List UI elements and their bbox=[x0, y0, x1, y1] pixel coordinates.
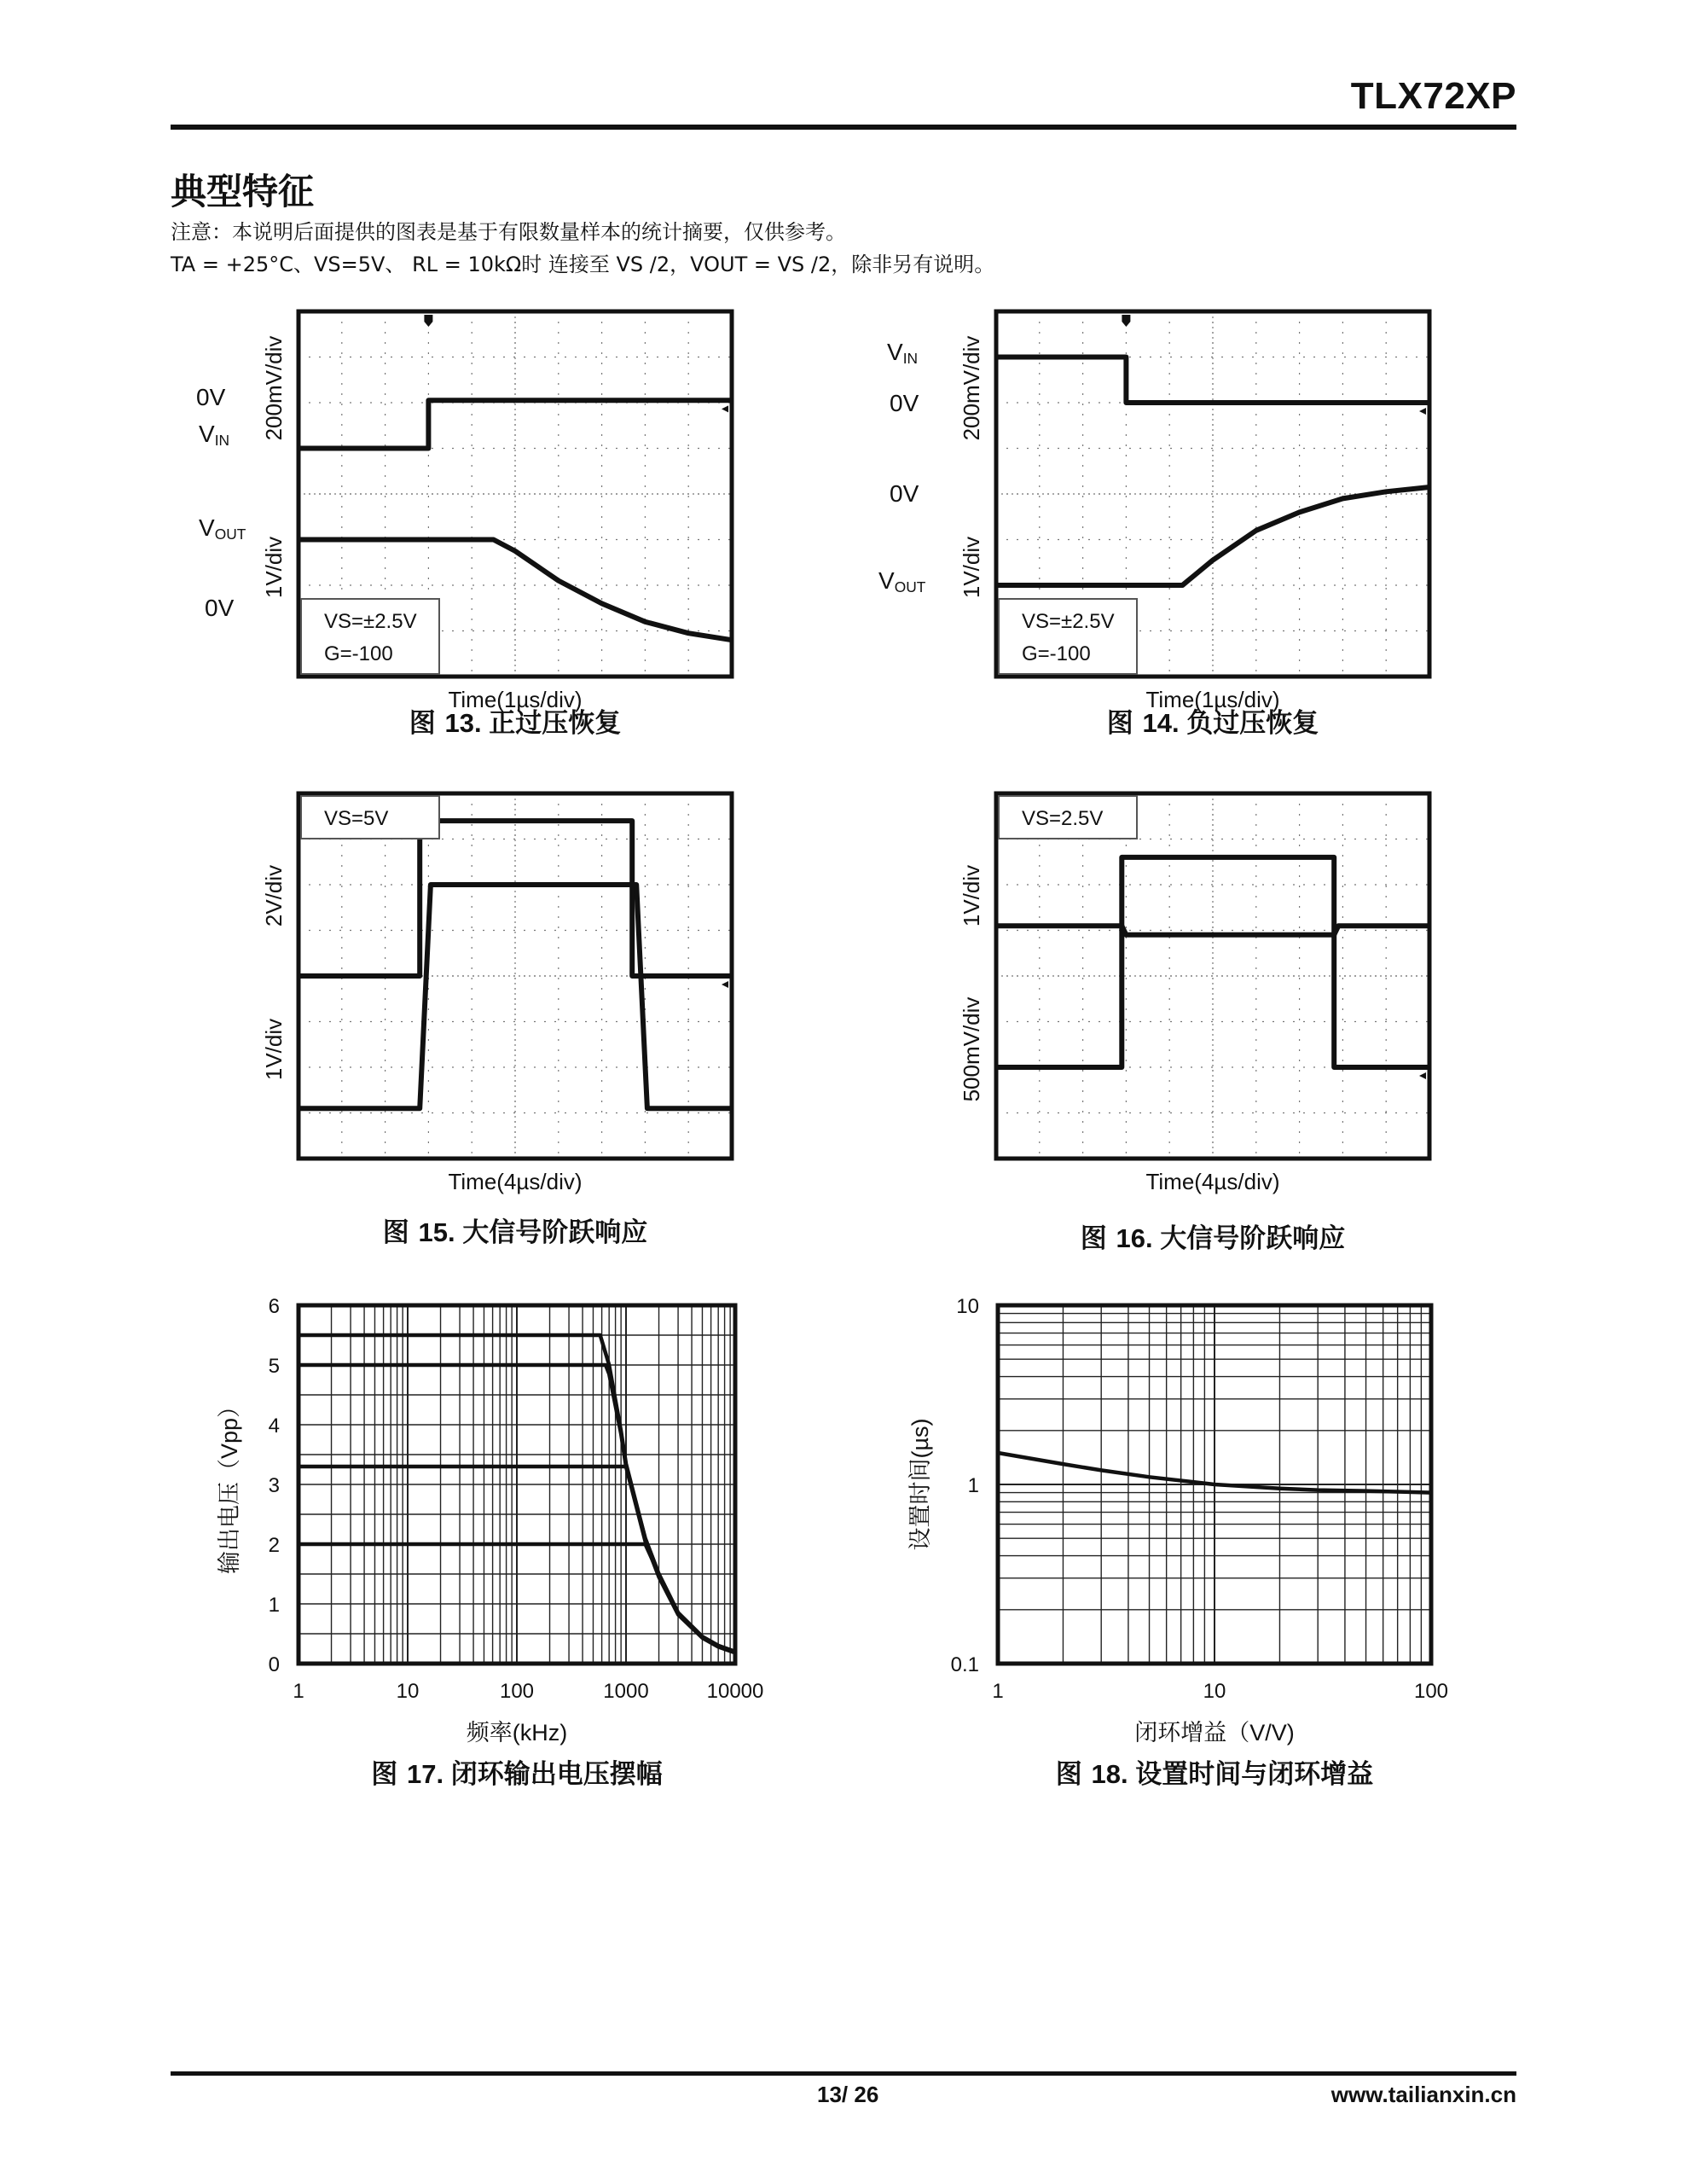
x-axis-label: Time(1µs/div) bbox=[448, 687, 583, 712]
plot-fig18 bbox=[907, 1295, 1448, 1790]
y-tick-label: 10 bbox=[956, 1295, 979, 1318]
scope-fig13 bbox=[196, 311, 732, 739]
y-axis-label: 200mV/div bbox=[959, 335, 984, 441]
section-title: 典型特征 bbox=[171, 171, 315, 212]
figure-caption: 图 16. 大信号阶跃响应 bbox=[1080, 1223, 1346, 1254]
y-axis-label: 500mV/div bbox=[959, 996, 984, 1102]
footer-rule bbox=[171, 2071, 1516, 2076]
x-tick-label: 1 bbox=[293, 1680, 304, 1703]
x-axis-label: 频率(kHz) bbox=[466, 1720, 568, 1745]
x-axis-label: Time(4µs/div) bbox=[448, 1169, 583, 1194]
test-conditions: TA = +25°C、VS=5V、 RL = 10kΩ时 连接至 VS /2，VOUT = VS /2，除非另有说明。 bbox=[171, 253, 995, 276]
y-tick-label: 5 bbox=[268, 1355, 280, 1378]
left-label: 0V bbox=[196, 384, 226, 410]
left-label: VIN bbox=[887, 339, 919, 367]
y-axis-label: 输出电压（Vpp） bbox=[217, 1394, 242, 1575]
x-tick-label: 1000 bbox=[603, 1680, 649, 1703]
figure-caption: 图 17. 闭环输出电压摆幅 bbox=[371, 1759, 663, 1790]
y-axis-label: 200mV/div bbox=[261, 335, 287, 441]
figure-caption: 图 13. 正过压恢复 bbox=[409, 708, 622, 739]
x-tick-label: 1 bbox=[992, 1680, 1004, 1703]
legend-text: VS=±2.5V bbox=[324, 610, 417, 633]
x-tick-label: 10000 bbox=[706, 1680, 764, 1703]
y-tick-label: 2 bbox=[268, 1534, 280, 1557]
y-tick-label: 1 bbox=[268, 1594, 280, 1617]
x-tick-label: 100 bbox=[1413, 1680, 1449, 1703]
y-tick-label: 0 bbox=[268, 1653, 280, 1676]
channel-marker bbox=[722, 405, 728, 412]
y-axis-label: 1V/div bbox=[959, 536, 984, 599]
scope-fig16 bbox=[959, 793, 1429, 1254]
page-number: 13/ 26 bbox=[817, 2082, 879, 2107]
left-label: 0V bbox=[205, 595, 235, 621]
y-tick-label: 1 bbox=[967, 1474, 979, 1497]
legend-text: VS=±2.5V bbox=[1022, 610, 1115, 633]
part-number: TLX72XP bbox=[1350, 75, 1516, 117]
figure-caption: 图 18. 设置时间与闭环增益 bbox=[1055, 1759, 1374, 1790]
section-note: 注意：本说明后面提供的图表是基于有限数量样本的统计摘要，仅供参考。 bbox=[171, 220, 846, 244]
x-tick-label: 10 bbox=[396, 1680, 420, 1703]
trigger-marker bbox=[424, 315, 432, 327]
x-tick-label: 10 bbox=[1203, 1680, 1226, 1703]
channel-marker bbox=[1419, 1072, 1426, 1079]
left-label: 0V bbox=[890, 480, 919, 507]
y-tick-label: 6 bbox=[268, 1295, 280, 1318]
x-axis-label: Time(1µs/div) bbox=[1145, 687, 1280, 712]
trigger-marker bbox=[1122, 315, 1130, 327]
legend-text: G=-100 bbox=[324, 642, 393, 665]
channel-marker bbox=[1419, 408, 1426, 415]
y-axis-label: 2V/div bbox=[261, 864, 287, 927]
trace-output bbox=[299, 885, 732, 1108]
y-axis-label: 1V/div bbox=[959, 864, 984, 927]
y-tick-label: 0.1 bbox=[950, 1653, 979, 1676]
left-label: VOUT bbox=[878, 567, 926, 595]
figure-caption: 图 15. 大信号阶跃响应 bbox=[382, 1217, 648, 1248]
left-label: VIN bbox=[199, 421, 230, 449]
x-axis-label: Time(4µs/div) bbox=[1145, 1169, 1280, 1194]
legend-text: G=-100 bbox=[1022, 642, 1091, 665]
y-axis-label: 1V/div bbox=[261, 1018, 287, 1081]
y-tick-label: 4 bbox=[268, 1414, 280, 1438]
y-tick-label: 3 bbox=[268, 1474, 280, 1497]
left-label: VOUT bbox=[199, 514, 246, 543]
trace-input bbox=[996, 857, 1429, 1067]
scope-fig14 bbox=[878, 311, 1429, 739]
y-axis-label: 1V/div bbox=[261, 536, 287, 599]
figure-caption: 图 14. 负过压恢复 bbox=[1106, 708, 1319, 739]
plot-fig17 bbox=[217, 1295, 763, 1790]
left-label: 0V bbox=[890, 390, 919, 416]
x-axis-label: 闭环增益（V/V) bbox=[1134, 1720, 1295, 1745]
scope-fig15 bbox=[261, 793, 732, 1248]
legend-text: VS=5V bbox=[324, 807, 389, 830]
y-axis-label: 设置时间(µs) bbox=[907, 1418, 933, 1551]
legend-text: VS=2.5V bbox=[1022, 807, 1104, 830]
x-tick-label: 100 bbox=[499, 1680, 535, 1703]
website-url: www.tailianxin.cn bbox=[1330, 2082, 1516, 2107]
channel-marker bbox=[722, 981, 728, 988]
